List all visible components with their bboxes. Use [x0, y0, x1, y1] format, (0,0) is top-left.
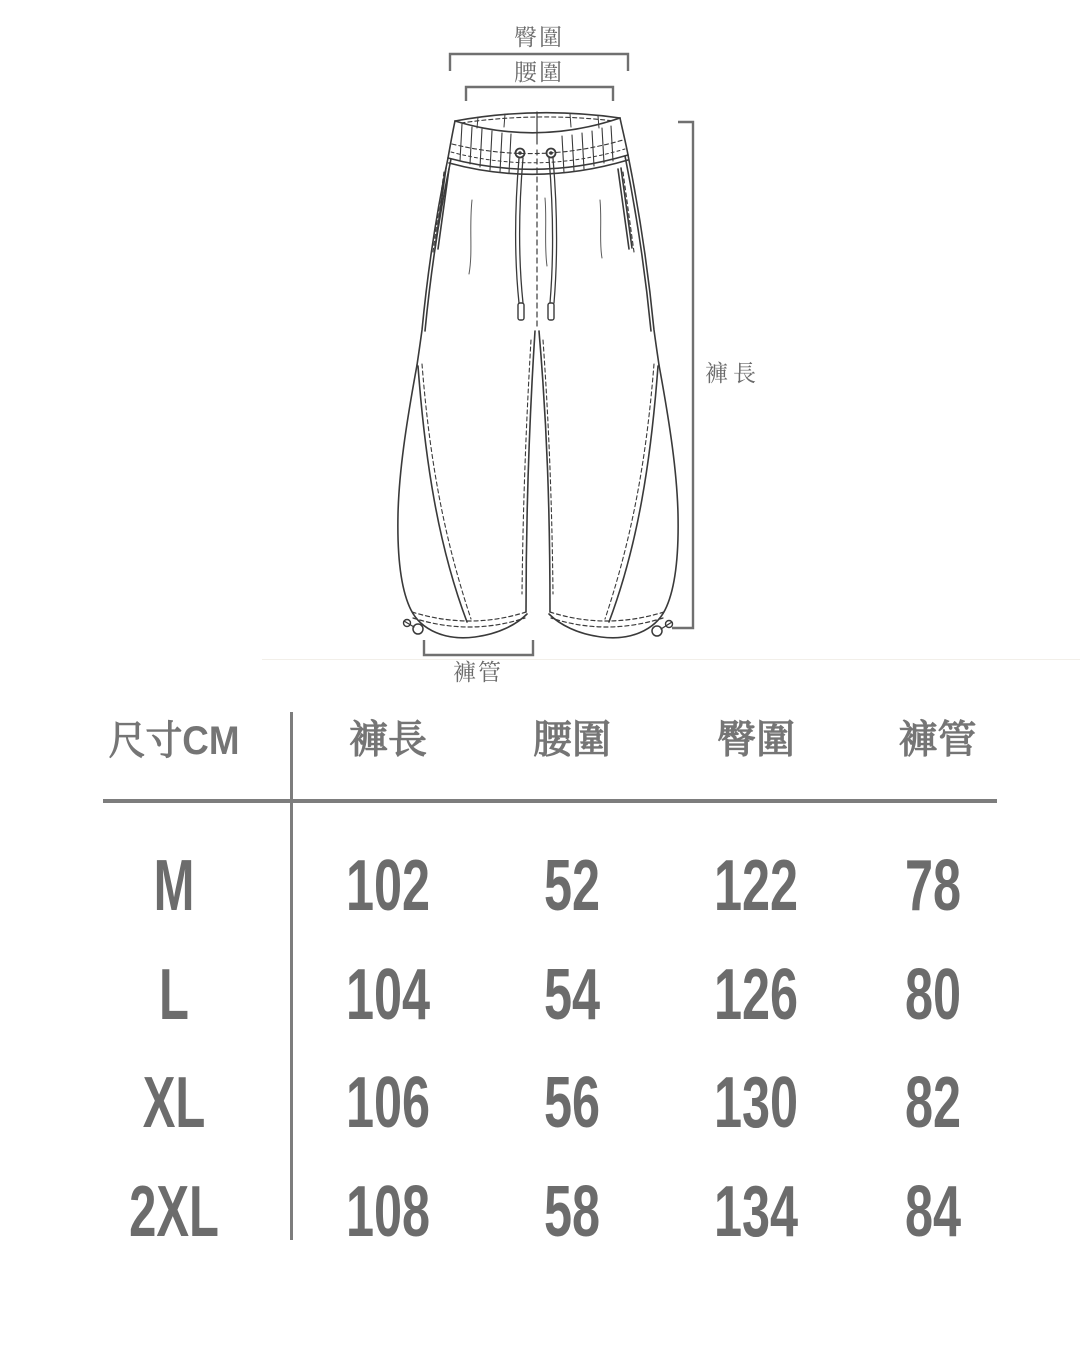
- measure-brackets: [424, 54, 693, 655]
- waist-value: 54: [543, 955, 601, 1035]
- col-header-hip: 臀圍: [716, 719, 795, 762]
- waist-value: 58: [543, 1172, 601, 1252]
- length-value: 104: [345, 955, 431, 1035]
- table-row-xl: [103, 1062, 997, 1143]
- col-header-length: 褲長: [348, 719, 427, 762]
- hip-value: 134: [713, 1172, 799, 1252]
- hem-value: 78: [904, 846, 962, 926]
- length-measure-label: 褲長: [705, 361, 761, 386]
- size-label: L: [159, 955, 189, 1035]
- size-label: XL: [142, 1063, 206, 1143]
- pants-outline: [398, 112, 678, 638]
- waist-measure-label: 腰圍: [514, 60, 564, 85]
- table-row-m: [103, 845, 997, 926]
- size-table-header-row: [103, 700, 997, 774]
- length-value: 108: [345, 1172, 431, 1252]
- hip-measure-label: 臀圍: [514, 25, 564, 50]
- table-row-l: [103, 954, 997, 1035]
- hip-value: 130: [713, 1063, 799, 1143]
- hip-value: 126: [713, 955, 799, 1035]
- size-label: M: [153, 846, 195, 926]
- hem-value: 80: [904, 955, 962, 1035]
- hem-measure-label: 褲管: [453, 660, 503, 685]
- waist-bracket: [466, 87, 613, 101]
- section-divider: [262, 659, 1080, 660]
- hem-value: 82: [904, 1063, 962, 1143]
- length-value: 102: [345, 846, 431, 926]
- waist-value: 52: [543, 846, 601, 926]
- unit-header: 尺寸CM: [108, 718, 240, 763]
- length-value: 106: [345, 1063, 431, 1143]
- size-label: 2XL: [129, 1172, 219, 1252]
- waist-value: 56: [543, 1063, 601, 1143]
- hip-value: 122: [713, 846, 799, 926]
- table-row-2xl: [103, 1171, 997, 1252]
- col-header-hem: 褲管: [898, 719, 977, 762]
- hem-value: 84: [904, 1172, 962, 1252]
- col-header-waist: 腰圍: [532, 719, 611, 762]
- length-bracket: [672, 122, 693, 628]
- table-header-rule: [103, 799, 997, 803]
- hem-bracket: [424, 640, 533, 655]
